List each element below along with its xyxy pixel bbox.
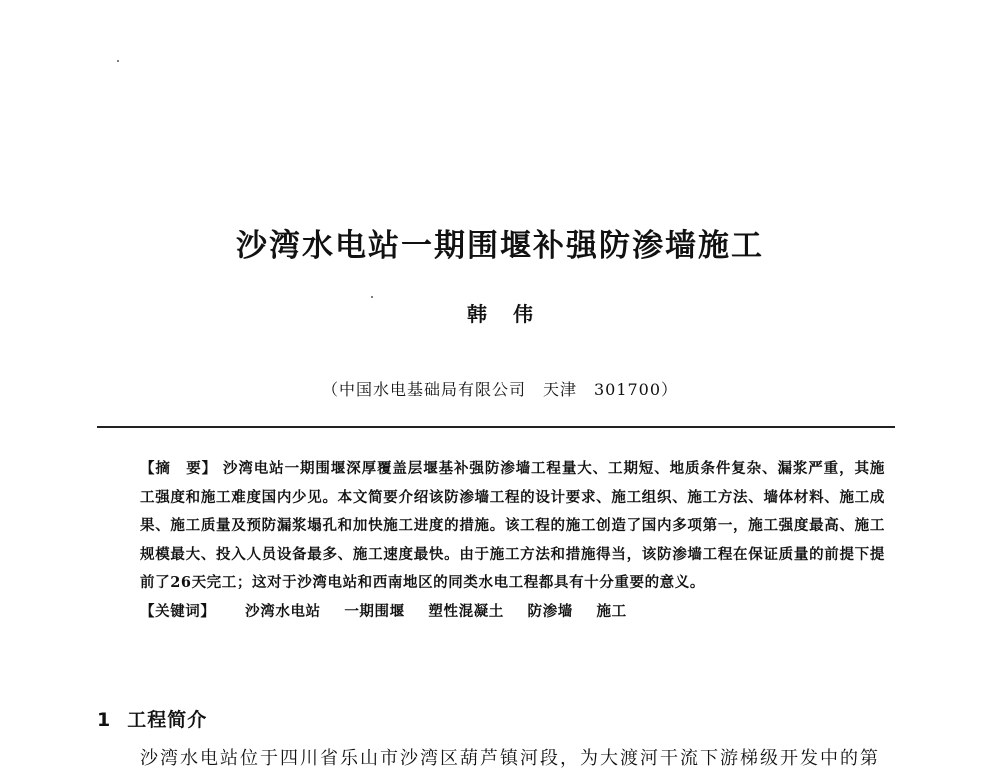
keyword-item: 塑性混凝土: [428, 602, 504, 620]
scan-speck: [117, 60, 119, 62]
body-text-line: 沙湾水电站位于四川省乐山市沙湾区葫芦镇河段，为大渡河干流下游梯级开发中的第: [140, 748, 880, 769]
section-number: 1: [97, 709, 112, 731]
abstract-label: 【摘 要】: [140, 461, 218, 477]
keyword-item: 施工: [596, 602, 627, 620]
keywords-row: [140, 598, 885, 627]
section-title: 工程简介: [127, 709, 208, 731]
header-divider: [97, 426, 895, 428]
author-name: 韩伟: [467, 302, 559, 326]
paper-title: 沙湾水电站一期围堰补强防渗墙施工: [236, 228, 764, 264]
abstract-text: 沙湾电站一期围堰深厚覆盖层堰基补强防渗墙工程量大、工期短、地质条件复杂、漏浆严重，其施工强度和施工难度国内少见。本文简要介绍该防渗墙工程的设计要求、施工组织、施工方法、墙体材料、施工成果、施工质量及预防漏浆塌孔和加快施工进度的措施。该工程的施工创造了国内多项第一，施工强度最高、施工规模最大、投入人员设备最多、施工速度最快。由于施工方法和措施得当，该防渗墙工程在保证质量的前提下提前了26天完工；这对于沙湾电站和西南地区的同类水电工程都具有十分重要的意义。: [140, 460, 885, 592]
section-heading: [97, 705, 207, 732]
keywords-label: 【关键词】: [140, 603, 216, 620]
keyword-item: 一期围堰: [344, 602, 405, 620]
keyword-item: 防渗墙: [527, 602, 573, 620]
abstract-block: [140, 455, 885, 627]
author-affiliation: （中国水电基础局有限公司 天津 301700）: [321, 380, 679, 399]
abstract-paragraph: [140, 455, 885, 598]
keyword-item: 沙湾水电站: [245, 602, 321, 620]
